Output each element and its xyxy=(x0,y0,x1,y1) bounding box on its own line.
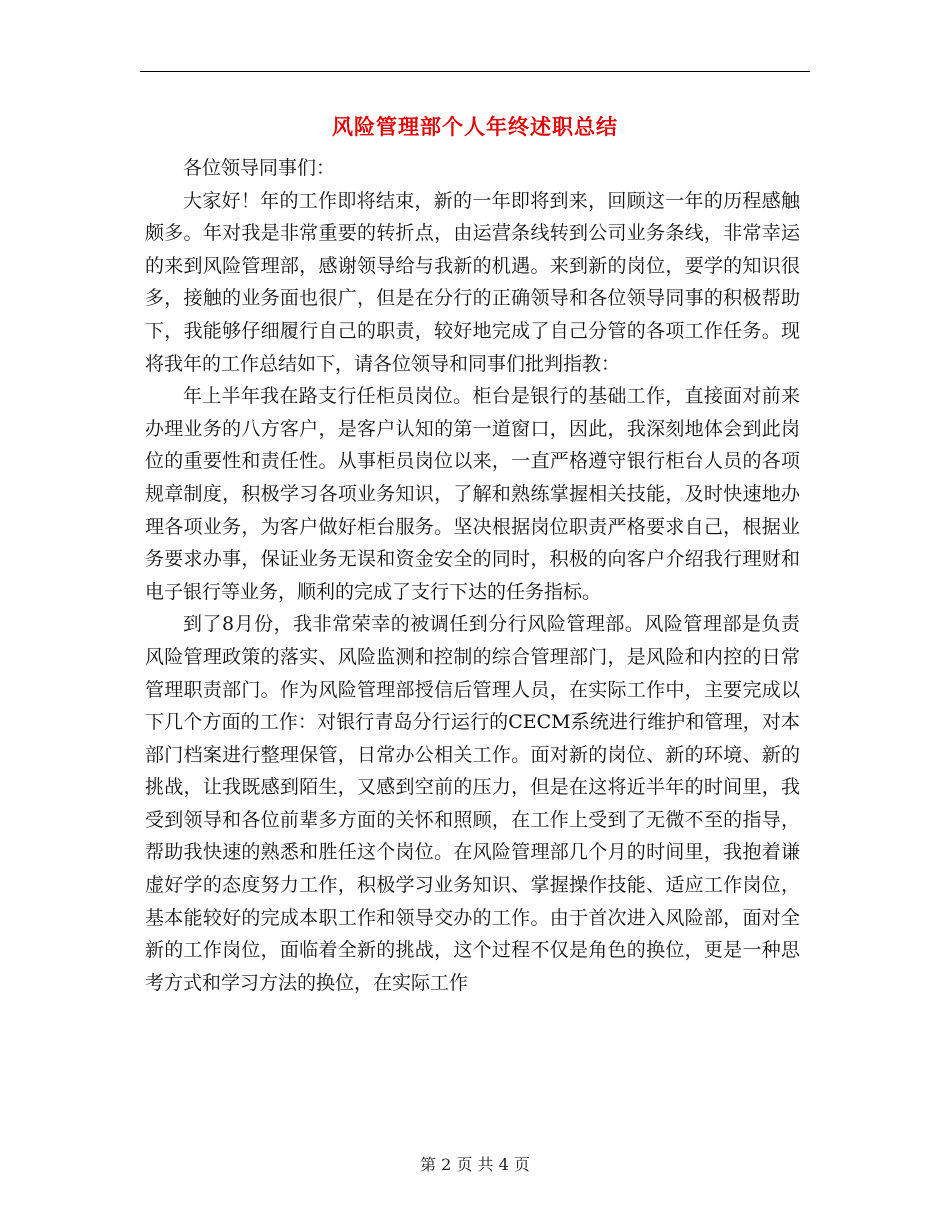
paragraph-salutation: 各位领导同事们： xyxy=(183,157,336,179)
page-footer xyxy=(0,1155,950,1175)
paragraph-teller-role: 年上半年我在路支行任柜员岗位。柜台是银行的基础工作，直接面对前来办理业务的八方客户，是客户认知的第一道窗口，因此，我深刻地体会到此岗位的重要性和责任性。从事柜员岗位以来，一直严格遵守银行柜台人员的各项规章制度，积极学习各项业务知识，了解和熟练掌握相关技能，及时快速地办理各项业务，为客户做好柜台服务。坚决根据岗位职责严格要求自己，根据业务要求办事，保证业务无误和资金安全的同时，积极的向客户介绍我行理财和电子银行等业务，顺利的完成了支行下达的任务指标。 xyxy=(145,385,800,603)
header-rule xyxy=(140,71,810,72)
paragraph-intro: 大家好！年的工作即将结束，新的一年即将到来，回顾这一年的历程感触颇多。年对我是非常重要的转折点，由运营条线转到公司业务条线，非常幸运的来到风险管理部，感谢领导给与我新的机遇。来到新的岗位，要学的知识很多，接触的业务面也很广，但是在分行的正确领导和各位领导同事的积极帮助下，我能够仔细履行自己的职责，较好地完成了自己分管的各项工作任务。现将我年的工作总结如下，请各位领导和同事们批判指教： xyxy=(145,189,800,375)
paragraph-risk-dept: 到了8月份，我非常荣幸的被调任到分行风险管理部。风险管理部是负责风险管理政策的落实、风险监测和控制的综合管理部门，是风险和内控的日常管理职责部门。作为风险管理部授信后管理人员，在实际工作中，主要完成以下几个方面的工作：对银行青岛分行运行的CECM系统进行维护和管理，对本部门档案进行整理保管，日常办公相关工作。面对新的岗位、新的环境、新的挑战，让我既感到陌生，又感到空前的压力，但是在这将近半年的时间里，我受到领导和各位前辈多方面的关怀和照顾，在工作上受到了无微不至的指导，帮助我快速的熟悉和胜任这个岗位。在风险管理部几个月的时间里，我抱着谦虚好学的态度努力工作，积极学习业务知识、掌握操作技能、适应工作岗位，基本能较好的完成本职工作和领导交办的工作。由于首次进入风险部，面对全新的工作岗位，面临着全新的挑战，这个过程不仅是角色的换位，更是一种思考方式和学习方法的换位，在实际工作 xyxy=(145,613,800,994)
page-number-text: 第 2 页 共 4 页 xyxy=(420,1155,530,1174)
document-title: 风险管理部个人年终述职总结 xyxy=(332,115,618,139)
document-body xyxy=(145,152,800,999)
